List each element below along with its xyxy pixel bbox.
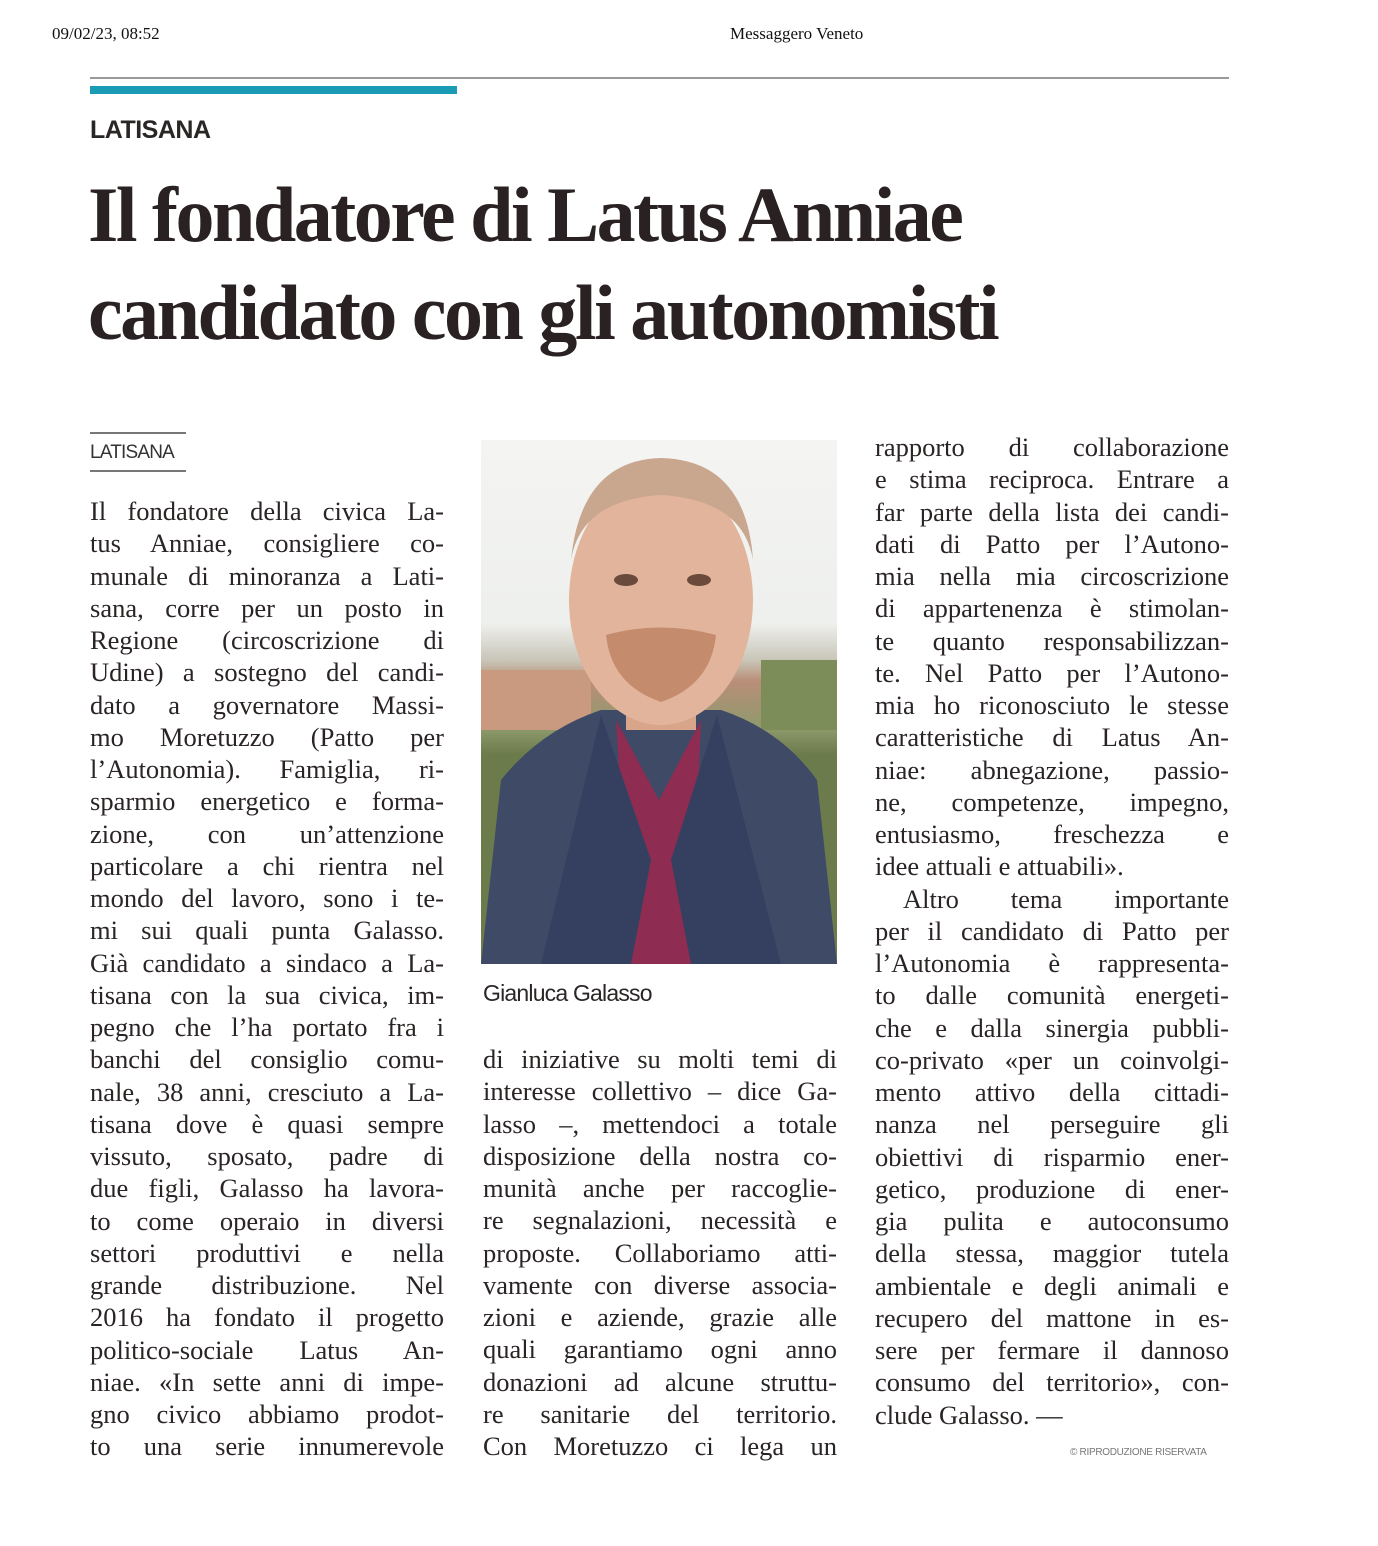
- article-text-line: re sanitarie del territorio.: [483, 1398, 837, 1429]
- article-text-line: dato a governatore Massi-: [90, 689, 444, 720]
- article-text-line: mo Moretuzzo (Patto per: [90, 721, 444, 752]
- article-text-line: vissuto, sposato, padre di: [90, 1141, 444, 1171]
- article-column-3: [875, 431, 1229, 1431]
- headline-line-2: candidato con gli autonomisti: [88, 269, 998, 356]
- article-text-line: Altro tema importante: [903, 883, 1229, 914]
- article-text-line: l’Autonomia è rappresenta-: [875, 948, 1229, 978]
- article-text-line: to dalle comunità energeti-: [875, 980, 1229, 1011]
- article-text-line: gno civico abbiamo prodot-: [90, 1399, 444, 1429]
- article-text-line: pegno che l’ha portato fra i: [90, 1012, 444, 1042]
- article-text-line: gia pulita e autoconsumo: [875, 1206, 1229, 1236]
- article-text-line: di appartenenza è stimolan-: [875, 593, 1229, 624]
- article-text-line: idee attuali e attuabili».: [875, 851, 1124, 882]
- article-text-line: ne, competenze, impegno,: [875, 786, 1229, 817]
- article-text-line: sana, corre per un posto in: [90, 592, 444, 623]
- article-text-line: sparmio energetico e forma-: [90, 786, 444, 817]
- article-text-line: te quanto responsabilizzan-: [875, 625, 1229, 656]
- print-title: Messaggero Veneto: [730, 24, 864, 43]
- article-text-line: tisana dove è quasi sempre: [90, 1108, 444, 1139]
- article-text-line: clude Galasso. —: [875, 1399, 1063, 1430]
- article-text-line: rapporto di collaborazione: [875, 432, 1229, 462]
- photo-caption: Gianluca Galasso: [483, 980, 652, 1006]
- article-text-line: politico-sociale Latus An-: [90, 1334, 444, 1365]
- article-text-line: mento attivo della cittadi-: [875, 1077, 1229, 1107]
- headline-line-1: Il fondatore di Latus Anniae: [88, 171, 962, 258]
- article-text-line: niae: abnegazione, passio-: [875, 754, 1229, 785]
- article-text-line: to come operaio in diversi: [90, 1205, 444, 1236]
- article-text-line: e stima reciproca. Entrare a: [875, 464, 1229, 495]
- article-text-line: co-privato «per un coinvolgi-: [875, 1044, 1229, 1075]
- article-text-line: entusiasmo, freschezza e: [875, 819, 1229, 849]
- article-text-line: grande distribuzione. Nel: [90, 1270, 444, 1300]
- article-text-line: per il candidato di Patto per: [875, 915, 1229, 946]
- article-text-line: 2016 ha fondato il progetto: [90, 1302, 444, 1333]
- article-text-line: munale di minoranza a Lati-: [90, 560, 444, 591]
- dateline: LATISANA: [90, 432, 186, 472]
- article-text-line: zioni e aziende, grazie alle: [483, 1302, 837, 1332]
- article-text-line: tisana con la sua civica, im-: [90, 979, 444, 1010]
- article-text-line: obiettivi di risparmio ener-: [875, 1141, 1229, 1172]
- article-text-line: consumo del territorio», con-: [875, 1367, 1229, 1398]
- article-text-line: che e dalla sinergia pubbli-: [875, 1012, 1229, 1043]
- article-text-line: mia ho riconosciuto le stesse: [875, 690, 1229, 720]
- article-text-line: interesse collettivo – dice Ga-: [483, 1076, 837, 1107]
- article-text-line: recupero del mattone in es-: [875, 1302, 1229, 1333]
- article-text-line: sere per fermare il dannoso: [875, 1335, 1229, 1365]
- section-accent-bar: [90, 86, 457, 94]
- article-text-line: munità anche per raccoglie-: [483, 1173, 837, 1203]
- article-text-line: lasso –, mettendoci a totale: [483, 1108, 837, 1139]
- article-text-line: Il fondatore della civica La-: [90, 496, 444, 526]
- article-text-line: vamente con diverse associa-: [483, 1269, 837, 1300]
- article-text-line: l’Autonomia). Famiglia, ri-: [90, 754, 444, 784]
- article-text-line: mia nella mia circoscrizione: [875, 561, 1229, 591]
- article-text-line: donazioni ad alcune struttu-: [483, 1366, 837, 1397]
- article-text-line: tus Anniae, consigliere co-: [90, 528, 444, 559]
- article-text-line: della stessa, maggior tutela: [875, 1238, 1229, 1269]
- article-text-line: nanza nel perseguire gli: [875, 1109, 1229, 1140]
- print-datetime: 09/02/23, 08:52: [52, 24, 160, 43]
- portrait-photo: [481, 440, 837, 964]
- article-text-line: proposte. Collaboriamo atti-: [483, 1237, 837, 1268]
- article-text-line: to una serie innumerevole: [90, 1431, 444, 1462]
- article-text-line: settori produttivi e nella: [90, 1237, 444, 1268]
- top-divider: [90, 77, 1229, 79]
- article-text-line: zione, con un’attenzione: [90, 818, 444, 849]
- article-text-line: caratteristiche di Latus An-: [875, 722, 1229, 753]
- article-text-line: di iniziative su molti temi di: [483, 1044, 837, 1074]
- article-text-line: Udine) a sostegno del candi-: [90, 657, 444, 688]
- article-text-line: Già candidato a sindaco a La-: [90, 947, 444, 978]
- article-text-line: te. Nel Patto per l’Autono-: [875, 657, 1229, 688]
- article-text-line: Con Moretuzzo ci lega un: [483, 1431, 837, 1461]
- article-text-line: particolare a chi rientra nel: [90, 850, 444, 881]
- article-text-line: niae. «In sette anni di impe-: [90, 1366, 444, 1397]
- section-kicker: LATISANA: [90, 116, 211, 144]
- article-text-line: mondo del lavoro, sono i te-: [90, 883, 444, 913]
- article-text-line: far parte della lista dei candi-: [875, 496, 1229, 527]
- article-text-line: banchi del consiglio comu-: [90, 1044, 444, 1075]
- article-text-line: getico, produzione di ener-: [875, 1173, 1229, 1204]
- article-text-line: nale, 38 anni, cresciuto a La-: [90, 1076, 444, 1107]
- article-text-line: due figli, Galasso ha lavora-: [90, 1173, 444, 1204]
- article-column-2: [483, 1043, 837, 1462]
- article-text-line: re segnalazioni, necessità e: [483, 1205, 837, 1236]
- article-text-line: dati di Patto per l’Autono-: [875, 528, 1229, 559]
- article-text-line: ambientale e degli animali e: [875, 1270, 1229, 1301]
- copyright-notice: © RIPRODUZIONE RISERVATA: [1070, 1447, 1207, 1458]
- article-text-line: mi sui quali punta Galasso.: [90, 915, 444, 946]
- article-text-line: quali garantiamo ogni anno: [483, 1334, 837, 1365]
- article-text-line: Regione (circoscrizione di: [90, 625, 444, 655]
- article-column-1: [90, 495, 444, 1463]
- article-text-line: disposizione della nostra co-: [483, 1140, 837, 1171]
